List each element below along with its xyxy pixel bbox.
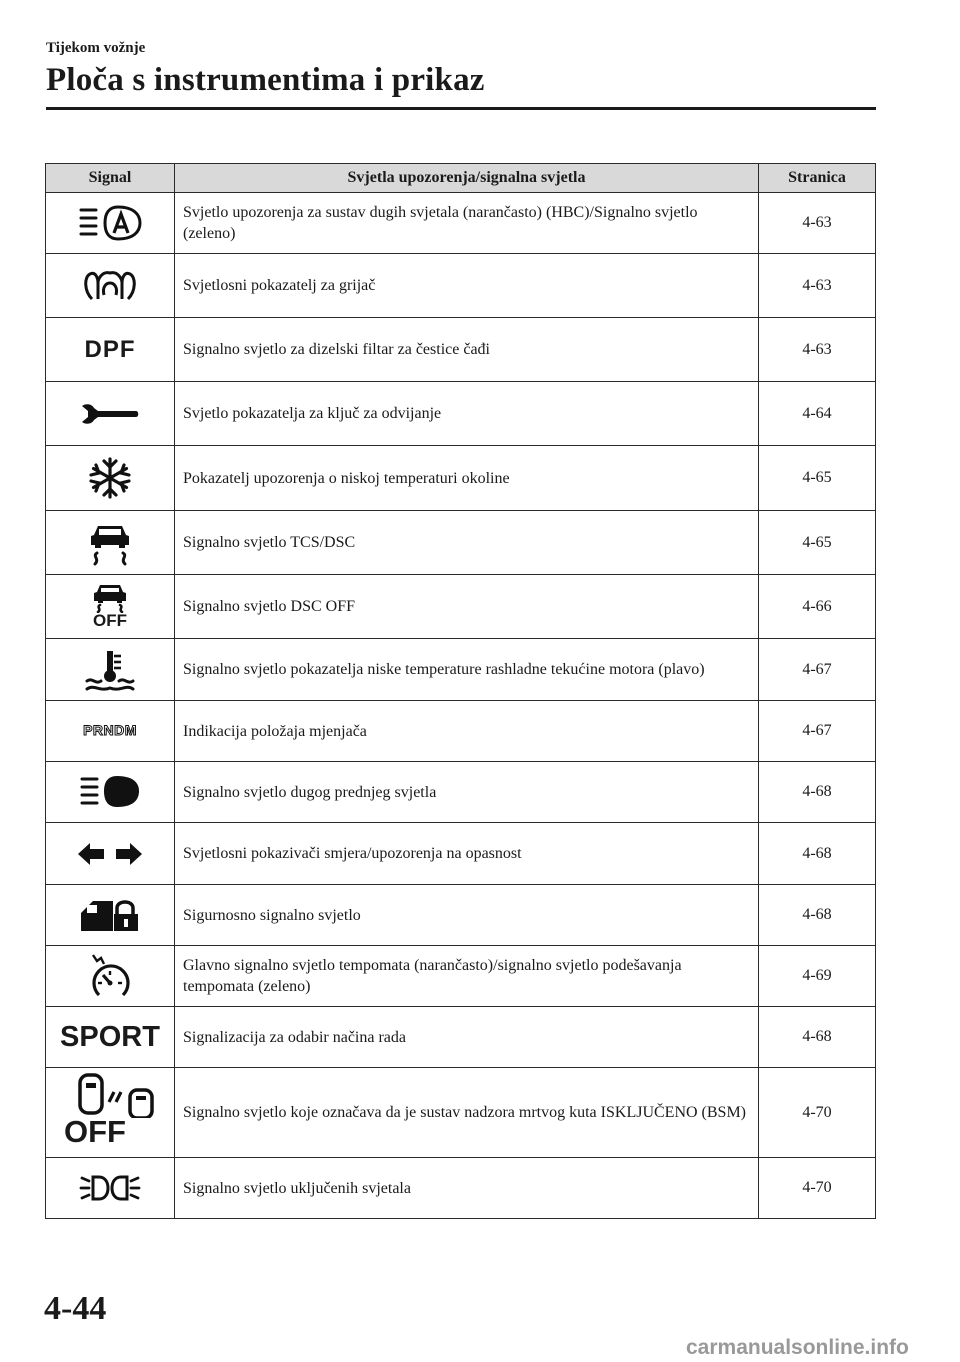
- column-header-description: Svjetla upozorenja/signalna svjetla: [175, 164, 759, 193]
- row-description: Signalno svjetlo DSC OFF: [175, 575, 759, 639]
- table-row: [46, 318, 876, 382]
- row-page: 4-63: [759, 193, 876, 254]
- row-description: Indikacija položaja mjenjača: [175, 701, 759, 762]
- warning-lights-table: [45, 163, 876, 1219]
- glow-plug-icon: [46, 254, 175, 318]
- row-description: Svjetlo pokazatelja za ključ za odvijanje: [175, 382, 759, 446]
- table-row: [46, 1068, 876, 1158]
- table-row: [46, 701, 876, 762]
- table-row: [46, 254, 876, 318]
- row-page: 4-70: [759, 1068, 876, 1158]
- row-description: Signalizacija za odabir načina rada: [175, 1007, 759, 1068]
- high-beam-icon: [46, 762, 175, 823]
- row-page: 4-64: [759, 382, 876, 446]
- hbc-auto-high-beam-icon: [46, 193, 175, 254]
- table-row: [46, 823, 876, 885]
- row-page: 4-70: [759, 1158, 876, 1219]
- row-description: Glavno signalno svjetlo tempomata (narančasto)/signalno svjetlo podešavanja tempomata (zeleno): [175, 946, 759, 1007]
- table-row: [46, 885, 876, 946]
- row-page: 4-66: [759, 575, 876, 639]
- row-page: 4-63: [759, 254, 876, 318]
- page-title: Ploča s instrumentima i prikaz: [46, 62, 485, 98]
- table-row: [46, 382, 876, 446]
- sport-icon-text: SPORT: [60, 1020, 160, 1053]
- row-description: Sigurnosno signalno svjetlo: [175, 885, 759, 946]
- column-header-page: Stranica: [759, 164, 876, 193]
- row-description: Signalno svjetlo uključenih svjetala: [175, 1158, 759, 1219]
- row-description: Signalno svjetlo koje označava da je sustav nadzora mrtvog kuta ISKLJUČENO (BSM): [175, 1068, 759, 1158]
- row-page: 4-68: [759, 762, 876, 823]
- dpf-icon: [46, 318, 175, 382]
- cruise-control-icon: [46, 946, 175, 1007]
- dsc-off-icon-text: OFF: [93, 610, 127, 630]
- turn-signal-icon: [46, 823, 175, 885]
- row-page: 4-65: [759, 511, 876, 575]
- row-page: 4-67: [759, 701, 876, 762]
- title-divider: [46, 107, 876, 110]
- table-row: [46, 511, 876, 575]
- watermark: carmanualsonline.info: [686, 1336, 909, 1359]
- snowflake-icon: [46, 446, 175, 511]
- row-description: Svjetlosni pokazatelj za grijač: [175, 254, 759, 318]
- table-row: [46, 446, 876, 511]
- row-description: Svjetlo upozorenja za sustav dugih svjetala (narančasto) (HBC)/Signalno svjetlo (zeleno): [175, 193, 759, 254]
- column-header-signal: Signal: [46, 164, 175, 193]
- table-header-row: [46, 164, 876, 193]
- row-page: 4-69: [759, 946, 876, 1007]
- page-number: 4-44: [44, 1290, 107, 1327]
- lights-on-icon: [46, 1158, 175, 1219]
- row-page: 4-68: [759, 1007, 876, 1068]
- row-description: Signalno svjetlo pokazatelja niske temperature rashladne tekućine motora (plavo): [175, 639, 759, 701]
- prndm-icon: [46, 701, 175, 762]
- table-row: [46, 1158, 876, 1219]
- table-row: [46, 193, 876, 254]
- table-row: [46, 639, 876, 701]
- dpf-icon-text: DPF: [84, 335, 136, 363]
- row-description: Signalno svjetlo TCS/DSC: [175, 511, 759, 575]
- row-description: Signalno svjetlo dugog prednjeg svjetla: [175, 762, 759, 823]
- table-row: [46, 575, 876, 639]
- section-label: Tijekom vožnje: [46, 40, 146, 56]
- table-row: [46, 762, 876, 823]
- low-coolant-temp-icon: [46, 639, 175, 701]
- bsm-off-icon-text: OFF: [64, 1114, 126, 1149]
- row-description: Svjetlosni pokazivači smjera/upozorenja na opasnost: [175, 823, 759, 885]
- sport-icon: [46, 1007, 175, 1068]
- row-page: 4-67: [759, 639, 876, 701]
- prndm-icon-text: PRNDM: [83, 722, 137, 738]
- row-page: 4-68: [759, 823, 876, 885]
- dsc-off-icon: [46, 575, 175, 639]
- bsm-off-icon: [46, 1068, 175, 1158]
- table-row: [46, 946, 876, 1007]
- row-page: 4-65: [759, 446, 876, 511]
- row-page: 4-63: [759, 318, 876, 382]
- tcs-dsc-icon: [46, 511, 175, 575]
- security-icon: [46, 885, 175, 946]
- table-row: [46, 1007, 876, 1068]
- row-page: 4-68: [759, 885, 876, 946]
- row-description: Signalno svjetlo za dizelski filtar za čestice čađi: [175, 318, 759, 382]
- wrench-icon: [46, 382, 175, 446]
- row-description: Pokazatelj upozorenja o niskoj temperaturi okoline: [175, 446, 759, 511]
